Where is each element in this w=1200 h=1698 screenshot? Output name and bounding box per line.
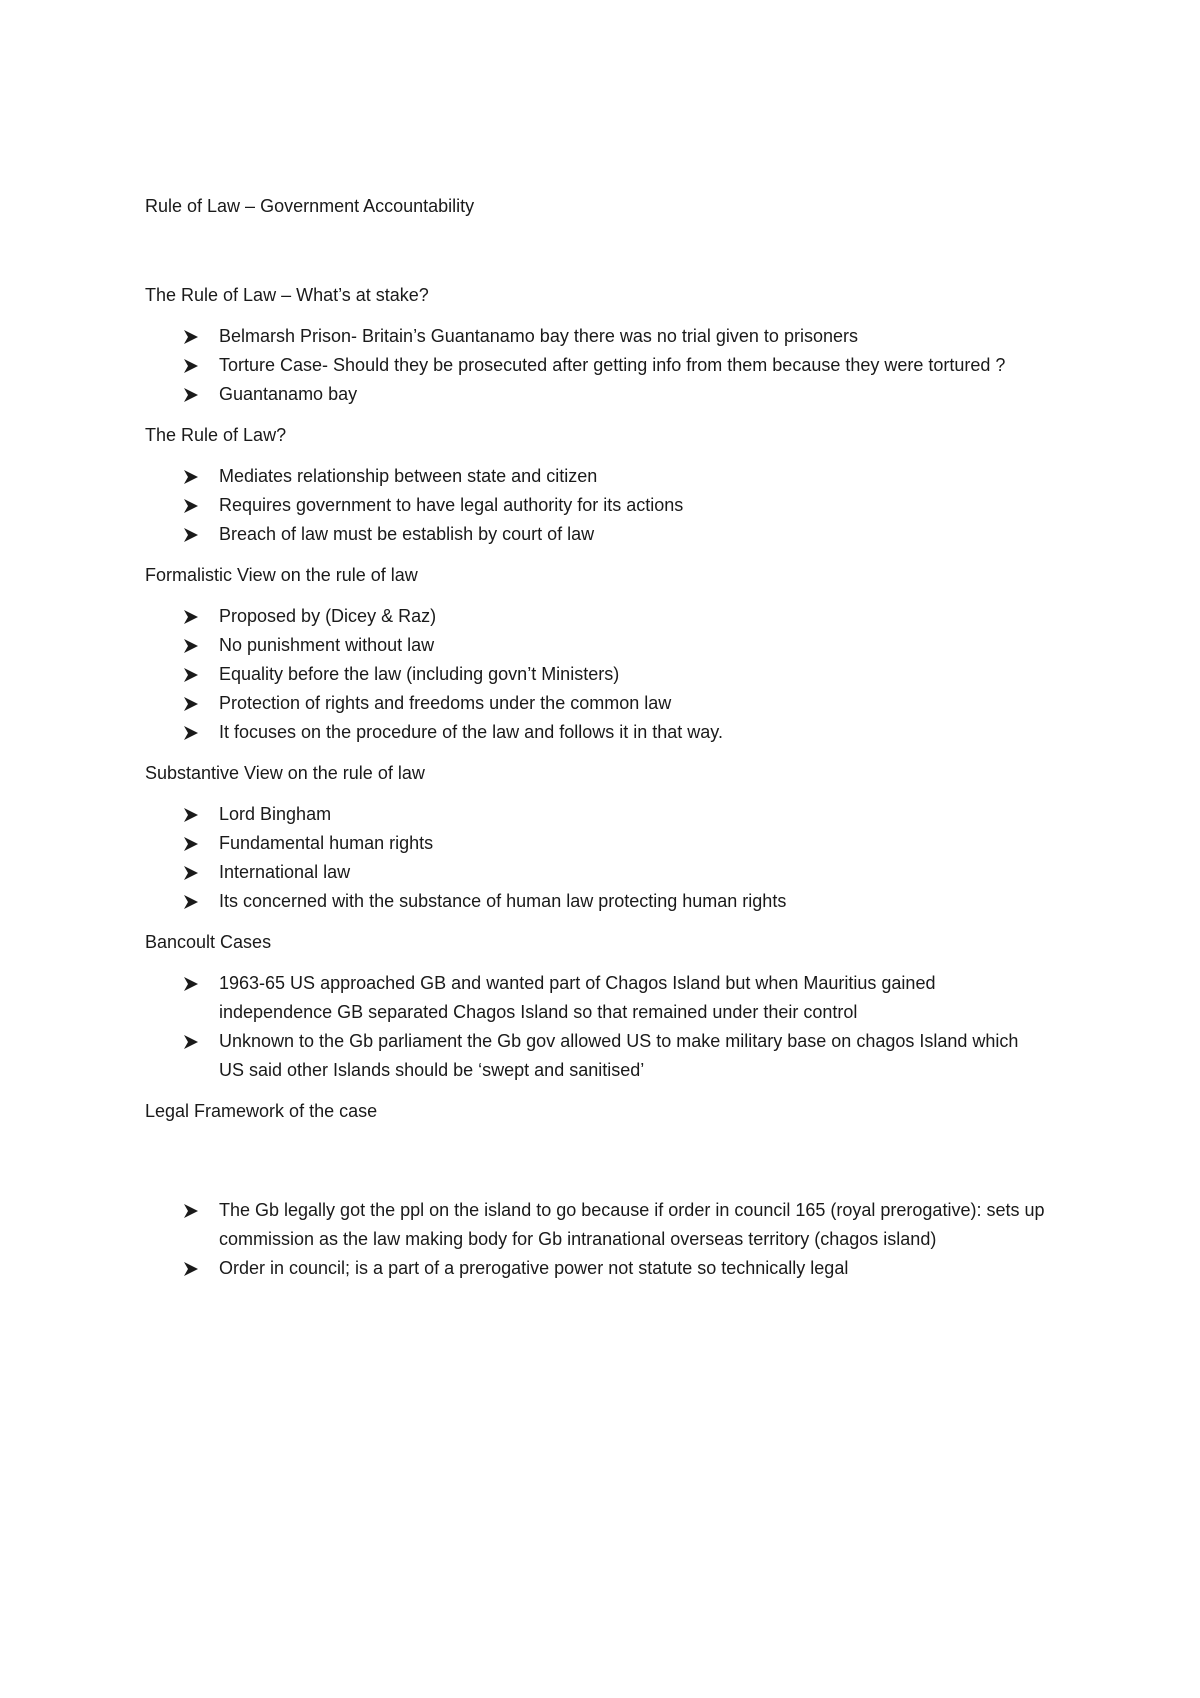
arrowhead-bullet-icon bbox=[183, 1203, 199, 1219]
list-item bbox=[145, 1027, 1045, 1085]
list-item-text: Proposed by (Dicey & Raz) bbox=[219, 606, 437, 626]
arrowhead-bullet-icon bbox=[183, 696, 199, 712]
list-item bbox=[145, 631, 1045, 660]
arrowhead-bullet-icon bbox=[183, 1261, 199, 1277]
arrowhead-bullet-icon bbox=[183, 894, 199, 910]
list-item bbox=[145, 462, 1045, 491]
list-item bbox=[145, 322, 1045, 351]
list-item bbox=[145, 602, 1045, 631]
list-item-text: Mediates relationship between state and citizen bbox=[219, 466, 598, 486]
list-item bbox=[145, 718, 1045, 747]
list-item-text: Requires government to have legal authority for its actions bbox=[219, 495, 684, 515]
list-item-text: International law bbox=[219, 862, 351, 882]
bullet-list bbox=[145, 322, 1045, 409]
section-heading-bancoult-cases: Bancoult Cases bbox=[145, 932, 272, 952]
list-item-text: Lord Bingham bbox=[219, 804, 332, 824]
list-item-text: No punishment without law bbox=[219, 635, 435, 655]
arrowhead-bullet-icon bbox=[183, 667, 199, 683]
bullet-list bbox=[145, 1196, 1045, 1283]
bullet-list bbox=[145, 462, 1045, 549]
section-heading-rule-of-law: The Rule of Law? bbox=[145, 425, 287, 445]
list-item-text: Unknown to the Gb parliament the Gb gov allowed US to make military base on chagos Island which US said other Islands should be ‘swept and sanitised’ bbox=[219, 1031, 1019, 1080]
arrowhead-bullet-icon bbox=[183, 469, 199, 485]
list-item bbox=[145, 858, 1045, 887]
arrowhead-bullet-icon bbox=[183, 976, 199, 992]
arrowhead-bullet-icon bbox=[183, 329, 199, 345]
spacer bbox=[145, 1126, 1045, 1184]
list-item-text: Guantanamo bay bbox=[219, 384, 358, 404]
bullet-list bbox=[145, 602, 1045, 747]
arrowhead-bullet-icon bbox=[183, 387, 199, 403]
arrowhead-bullet-icon bbox=[183, 865, 199, 881]
list-item-text: Order in council; is a part of a prerogative power not statute so technically legal bbox=[219, 1258, 849, 1278]
document-body bbox=[145, 192, 1045, 1295]
arrowhead-bullet-icon bbox=[183, 1034, 199, 1050]
arrowhead-bullet-icon bbox=[183, 527, 199, 543]
section-heading-whats-at-stake: The Rule of Law – What’s at stake? bbox=[145, 285, 429, 305]
list-item bbox=[145, 829, 1045, 858]
list-item-text: The Gb legally got the ppl on the island to go because if order in council 165 (royal prerogative): sets up commission as the law making body for Gb intranational overseas territory (chagos island) bbox=[219, 1200, 1045, 1249]
arrowhead-bullet-icon bbox=[183, 498, 199, 514]
list-item bbox=[145, 1254, 1045, 1283]
list-item-text: Its concerned with the substance of human law protecting human rights bbox=[219, 891, 787, 911]
list-item bbox=[145, 491, 1045, 520]
list-item-text: Torture Case- Should they be prosecuted after getting info from them because they were tortured ? bbox=[219, 355, 1006, 375]
arrowhead-bullet-icon bbox=[183, 807, 199, 823]
arrowhead-bullet-icon bbox=[183, 638, 199, 654]
arrowhead-bullet-icon bbox=[183, 358, 199, 374]
list-item bbox=[145, 689, 1045, 718]
list-item bbox=[145, 660, 1045, 689]
section-heading-substantive-view: Substantive View on the rule of law bbox=[145, 763, 425, 783]
section-heading-legal-framework: Legal Framework of the case bbox=[145, 1101, 378, 1121]
list-item-text: It focuses on the procedure of the law and follows it in that way. bbox=[219, 722, 723, 742]
list-item-text: Protection of rights and freedoms under the common law bbox=[219, 693, 672, 713]
spacer bbox=[145, 221, 1045, 281]
section-heading-formalistic-view: Formalistic View on the rule of law bbox=[145, 565, 418, 585]
arrowhead-bullet-icon bbox=[183, 725, 199, 741]
list-item bbox=[145, 351, 1045, 380]
list-item bbox=[145, 380, 1045, 409]
list-item-text: Fundamental human rights bbox=[219, 833, 434, 853]
arrowhead-bullet-icon bbox=[183, 609, 199, 625]
list-item-text: 1963-65 US approached GB and wanted part of Chagos Island but when Mauritius gained independence GB separated Chagos Island so that remained under their control bbox=[219, 973, 936, 1022]
list-item bbox=[145, 887, 1045, 916]
list-item bbox=[145, 520, 1045, 549]
list-item-text: Breach of law must be establish by court of law bbox=[219, 524, 595, 544]
bullet-list bbox=[145, 969, 1045, 1085]
bullet-list bbox=[145, 800, 1045, 916]
list-item bbox=[145, 1196, 1045, 1254]
list-item bbox=[145, 800, 1045, 829]
list-item-text: Belmarsh Prison- Britain’s Guantanamo bay there was no trial given to prisoners bbox=[219, 326, 858, 346]
arrowhead-bullet-icon bbox=[183, 836, 199, 852]
list-item bbox=[145, 969, 1045, 1027]
document-title: Rule of Law – Government Accountability bbox=[145, 196, 475, 216]
list-item-text: Equality before the law (including govn’t Ministers) bbox=[219, 664, 620, 684]
